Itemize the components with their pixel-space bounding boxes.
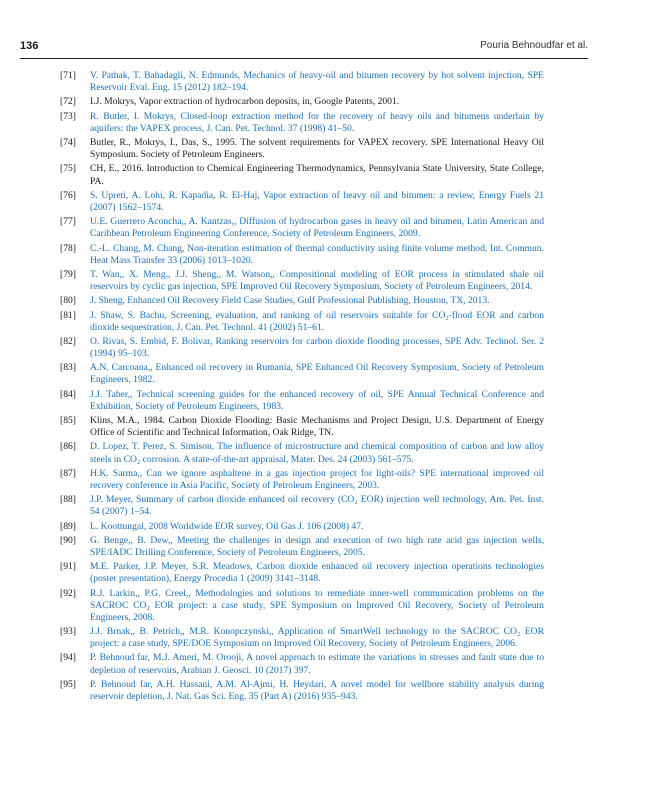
reference-number: [91] [60, 561, 76, 573]
reference-number: [74] [60, 137, 76, 149]
reference-number: [76] [60, 189, 76, 201]
reference-item [60, 534, 544, 559]
reference-number: [79] [60, 268, 76, 280]
reference-link[interactable]: H.K. Sarma,, Can we ignore asphaltene in a gas injection project for light-oils? SPE international improved oil recovery conference in Asia Pacific, Society of Petroleum Engineers, 2003. [90, 467, 544, 491]
running-head: Pouria Behnoudfar et al. [480, 40, 588, 51]
reference-number: [81] [60, 309, 76, 321]
page-number: 136 [20, 40, 39, 52]
reference-item [60, 70, 544, 94]
reference-link[interactable]: U.E. Guerrero Aconcha,, A. Kantzas,, Diffusion of hydrocarbon gases in heavy oil and bitumen, Latin American and Caribbean Petroleum Engineering Conference, Society of Petroleum Engineers, 2009. [90, 216, 544, 240]
reference-number: [72] [60, 96, 76, 108]
reference-item [60, 216, 544, 240]
reference-number: [92] [60, 587, 76, 599]
reference-text: Butler, R., Mokrys, I., Das, S., 1995. The solvent requirements for VAPEX recovery. SPE International Heavy Oil Symposium. Society of Petroleum Engineers. [90, 137, 544, 161]
reference-link[interactable]: J.J. Taber,, Technical screening guides for the enhanced recovery of oil, SPE Annual Technical Conference and Exhibition, Society of Petroleum Engineers, 1983. [90, 388, 544, 412]
reference-item [60, 96, 544, 108]
reference-link[interactable]: D. Lopez, T. Perez, S. Simison, The influence of microstructure and chemical composition of carbon and low alloy steels in CO₂ corrosion. A state-of-the-art appraisal, Mater. Des. 24 (2003) 561–575. [90, 441, 544, 465]
reference-item [60, 626, 544, 650]
reference-item [60, 137, 544, 161]
reference-item [60, 189, 544, 214]
reference-item [60, 309, 544, 334]
reference-item [60, 587, 544, 624]
reference-text: CH, E., 2016. Introduction to Chemical Engineering Thermodynamics, Pennsylvania State University, State College, PA. [90, 163, 544, 187]
reference-item [60, 441, 544, 465]
reference-number: [75] [60, 163, 76, 175]
reference-number: [87] [60, 467, 76, 479]
reference-link[interactable]: P. Behnoud far, M.J. Ameri, M. Orooji, A novel approach to estimate the variations in stresses and fault state due to depletion of reservoirs, Arabian J. Geosci. 10 (2017) 397. [90, 652, 544, 676]
reference-number: [71] [60, 70, 76, 81]
reference-number: [83] [60, 362, 76, 374]
reference-link[interactable]: J. Sheng, Enhanced Oil Recovery Field Case Studies, Gulf Professional Publishing, Houston, TX, 2013. [90, 295, 490, 307]
reference-number: [86] [60, 441, 76, 453]
reference-item [60, 242, 544, 267]
reference-number: [84] [60, 388, 76, 400]
reference-link[interactable]: T. Wan,, X. Meng,, J.J. Sheng,, M. Watson,, Compositional modeling of EOR process in stimulated shale oil reservoirs by cyclic gas injection, SPE Improved Oil Recovery Symposium, Society of Petroleum Engineers, 2014. [90, 268, 544, 292]
reference-item [60, 335, 544, 360]
reference-item [60, 678, 544, 703]
reference-link[interactable]: L. Koottungal, 2008 Worldwide EOR survey, Oil Gas J. 106 (2008) 47. [90, 520, 364, 532]
reference-number: [88] [60, 494, 76, 506]
reference-item [60, 415, 544, 439]
reference-link[interactable]: O. Rivas, S. Embid, F. Bolivar, Ranking reservoirs for carbon dioxide flooding processes, SPE Adv. Technol. Ser. 2 (1994) 95–103. [90, 335, 544, 360]
reference-number: [78] [60, 242, 76, 254]
reference-item [60, 388, 544, 413]
reference-link[interactable]: R. Butler, I. Mokrys, Closed-loop extraction method for the recovery of heavy oils and bitumens underlain by aquifers: the VAPEX process, J. Can. Pet. Technol. 37 (1998) 41–50. [90, 110, 544, 134]
reference-link[interactable]: G. Benge,, B. Dew,, Meeting the challenges in design and execution of two high rate acid gas injection wells, SPE/IADC Drilling Conference, Society of Petroleum Engineers, 2005. [90, 534, 544, 558]
reference-number: [82] [60, 335, 76, 347]
reference-number: [73] [60, 110, 76, 122]
reference-list [60, 70, 544, 705]
reference-item [60, 520, 544, 533]
reference-item [60, 561, 544, 585]
reference-link[interactable]: S. Upreti, A. Lohi, R. Kapadia, R. El-Haj, Vapor extraction of heavy oil and bitumen: a review, Energy Fuels 21 (2007) 1562–1574. [90, 189, 544, 213]
reference-number: [95] [60, 678, 76, 690]
reference-number: [80] [60, 295, 76, 307]
page-header [20, 38, 588, 59]
reference-number: [89] [60, 520, 76, 532]
reference-item [60, 362, 544, 386]
reference-link[interactable]: P. Behnoud far, A.H. Hassani, A.M. Al-Ajmi, H. Heydari, A novel model for wellbore stability analysis during reservoir depletion, J. Nat. Gas Sci. Eng. 35 (Part A) (2016) 935–943. [90, 678, 544, 702]
reference-link[interactable]: M.E. Parker, J.P. Meyer, S.R. Meadows, Carbon dioxide enhanced oil recovery injection operations technologies (poster presentation), Energy Procedia 1 (2009) 3141–3148. [90, 561, 544, 585]
reference-item [60, 467, 544, 492]
reference-number: [94] [60, 652, 76, 664]
reference-item [60, 652, 544, 676]
reference-number: [93] [60, 626, 76, 638]
reference-link[interactable]: A.N. Carcoana,, Enhanced oil recovery in Rumania, SPE Enhanced Oil Recovery Symposium, Society of Petroleum Engineers, 1982. [90, 362, 544, 386]
reference-link[interactable]: C.-L. Chang, M. Chang, Non-iteration estimation of thermal conductivity using finite volume method, Int. Commun. Heat Mass Transfer 33 (2006) 1013–1020. [90, 242, 544, 266]
reference-number: [85] [60, 415, 76, 427]
reference-item [60, 268, 544, 293]
reference-text: Klins, M.A., 1984. Carbon Dioxide Flooding: Basic Mechanisms and Project Design, U.S. Department of Energy Office of Scientific and Technical Information, Oak Ridge, TN. [90, 415, 544, 439]
reference-number: [77] [60, 216, 76, 228]
reference-number: [90] [60, 534, 76, 546]
reference-link[interactable]: J.J. Brnak,, B. Petrich,, M.R. Konopczynski,, Application of SmartWell technology to the SACROC CO₂ EOR project: a case study, SPE/DOE Symposium on Improved Oil Recovery, Society of Petroleum Engineers, 2006. [90, 626, 544, 650]
reference-link[interactable]: J. Shaw, S. Bachu, Screening, evaluation, and ranking of oil reservoirs suitable for CO₂-flood EOR and carbon dioxide sequestration, J. Can. Pet. Technol. 41 (2002) 51–61. [90, 309, 544, 333]
reference-item [60, 110, 544, 135]
reference-item [60, 494, 544, 518]
reference-item [60, 163, 544, 187]
reference-text: I.J. Mokrys, Vapor extraction of hydrocarbon deposits, in, Google Patents, 2001. [90, 96, 400, 108]
reference-item [60, 295, 544, 307]
reference-link[interactable]: V. Pathak, T. Babadagli, N. Edmunds, Mechanics of heavy-oil and bitumen recovery by hot solvent injection, SPE Reservoir Eval. Eng. 15 (2012) 182–194. [90, 70, 544, 94]
reference-link[interactable]: R.J. Larkin,, P.G. Creel,, Methodologies and solutions to remediate inner-well communication problems on the SACROC CO₂ EOR project: a case study, SPE Symposium on Improved Oil Recovery, Society of Petroleum Engineers, 2008. [90, 587, 544, 623]
reference-link[interactable]: J.P. Meyer, Summary of carbon dioxide enhanced oil recovery (CO₂ EOR) injection well technology, Am. Pet. Inst. 54 (2007) 1–54. [90, 494, 544, 518]
